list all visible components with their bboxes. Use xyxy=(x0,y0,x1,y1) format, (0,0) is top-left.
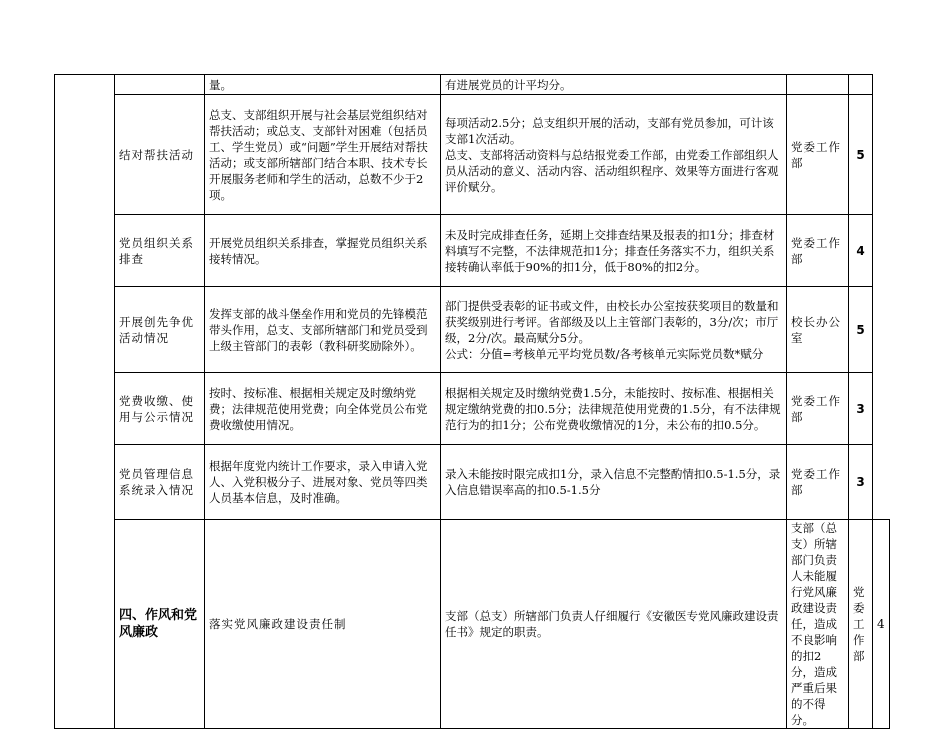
content-cell: 按时、按标准、根据相关规定及时缴纳党费；法律规范使用党费；向全体党员公布党费收缴使用情况。 xyxy=(205,373,441,445)
criteria-cell: 有进展党员的计平均分。 xyxy=(441,75,787,95)
item-cell: 开展创先争优活动情况 xyxy=(115,287,205,373)
content-cell: 总支、支部组织开展与社会基层党组织结对帮扶活动；或总支、支部针对困难（包括员工、学生党员）或“问题”学生开展结对帮扶活动；或支部所辖部门结合本职、技术专长开展服务老师和学生的活动，总数不少于2项。 xyxy=(205,95,441,215)
dept-cell: 党委工作部 xyxy=(787,445,849,520)
dept-cell: 党委工作部 xyxy=(787,373,849,445)
item-cell: 落实党风廉政建设责任制 xyxy=(205,520,441,729)
criteria-cell: 支部（总支）所辖部门负责人未能履行党风廉政建设责任，造成不良影响的扣2分，造成严重后果的不得分。 xyxy=(787,520,849,729)
dept-cell: 校长办公室 xyxy=(787,287,849,373)
table-row xyxy=(55,520,890,729)
criteria-cell: 未及时完成排查任务，延期上交排查结果及报表的扣1分；排查材料填写不完整，不法律规范扣1分；排查任务落实不力，组织关系接转确认率低于90%的扣1分，低于80%的扣2分。 xyxy=(441,215,787,287)
dept-cell: 党委工作部 xyxy=(849,520,873,729)
item-cell: 党员管理信息系统录入情况 xyxy=(115,445,205,520)
criteria-cell: 每项活动2.5分；总支组织开展的活动，支部有党员参加，可计该支部1次活动。 总支、支部将活动资料与总结报党委工作部，由党委工作部组织人员从活动的意义、活动内容、活动组织程序、效果等方面进行客观评价赋分。 xyxy=(441,95,787,215)
dept-cell: 党委工作部 xyxy=(787,95,849,215)
criteria-cell: 根据相关规定及时缴纳党费1.5分，未能按时、按标准、根据相关规定缴纳党费的扣0.5分；法律规范使用党费的1.5分，有不法律规范行为的扣1分；公布党费收缴情况的1分，未公布的扣0.5分。 xyxy=(441,373,787,445)
table-row xyxy=(55,95,890,215)
dept-cell xyxy=(787,75,849,95)
content-cell: 支部（总支）所辖部门负责人仔细履行《安徽医专党风廉政建设责任书》规定的职责。 xyxy=(441,520,787,729)
category-cell: 四、作风和党风廉政 xyxy=(115,520,205,729)
category-cell-continued xyxy=(55,75,115,729)
score-cell: 4 xyxy=(873,520,890,729)
table-row xyxy=(55,215,890,287)
content-cell: 根据年度党内统计工作要求，录入申请入党人、入党积极分子、进展对象、党员等四类人员基本信息，及时准确。 xyxy=(205,445,441,520)
item-cell: 党员组织关系排查 xyxy=(115,215,205,287)
item-cell: 结对帮扶活动 xyxy=(115,95,205,215)
score-cell: 5 xyxy=(849,95,873,215)
table-row xyxy=(55,287,890,373)
score-cell xyxy=(849,75,873,95)
score-cell: 4 xyxy=(849,215,873,287)
content-cell: 发挥支部的战斗堡垒作用和党员的先锋模范带头作用，总支、支部所辖部门和党员受到上级主管部门的表彰（教科研奖励除外）。 xyxy=(205,287,441,373)
content-cell: 量。 xyxy=(205,75,441,95)
table-row xyxy=(55,75,890,95)
content-cell: 开展党员组织关系排查，掌握党员组织关系接转情况。 xyxy=(205,215,441,287)
score-cell: 3 xyxy=(849,445,873,520)
evaluation-table xyxy=(54,74,890,729)
table-row xyxy=(55,373,890,445)
score-cell: 3 xyxy=(849,373,873,445)
dept-cell: 党委工作部 xyxy=(787,215,849,287)
item-cell: 党费收缴、使用与公示情况 xyxy=(115,373,205,445)
item-cell xyxy=(115,75,205,95)
criteria-cell: 部门提供受表彰的证书或文件，由校长办公室按获奖项目的数量和获奖级别进行考评。省部级及以上主管部门表彰的，3分/次；市厅级，2分/次。最高赋分5分。 公式：分值=考核单元平均党员数/各考核单元实际党员数*赋分 xyxy=(441,287,787,373)
table-row xyxy=(55,445,890,520)
criteria-cell: 录入未能按时限完成扣1分，录入信息不完整酌情扣0.5-1.5分，录入信息错误率高的扣0.5-1.5分 xyxy=(441,445,787,520)
score-cell: 5 xyxy=(849,287,873,373)
